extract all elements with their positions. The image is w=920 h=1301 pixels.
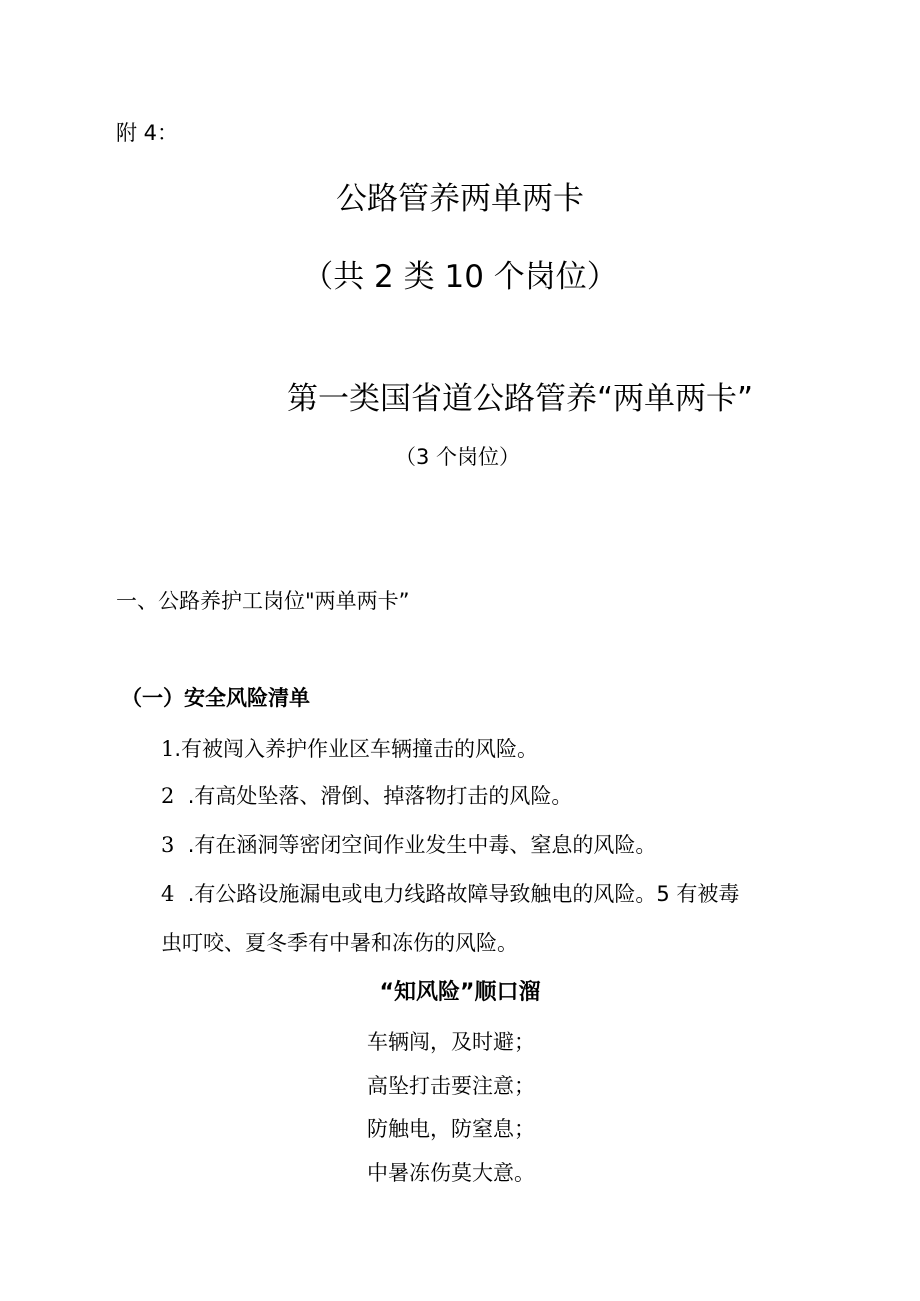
main-subtitle: （共 2 类 10 个岗位） — [302, 259, 618, 295]
risk-item-text: .有高处坠落、滑倒、掉落物打击的风险。 — [174, 784, 573, 808]
risk-item — [161, 878, 739, 908]
main-title: 公路管养两单两卡 — [336, 181, 584, 217]
risk-item-number: 2 — [161, 784, 175, 808]
risk-item-number: 1 — [161, 737, 175, 761]
risk-item — [161, 829, 656, 859]
rhyme-line: 中暑冻伤莫大意。 — [367, 1161, 535, 1185]
rhyme-title: “知风险”顺口溜 — [379, 980, 541, 1005]
rhyme-line: 车辆闯，及时避； — [367, 1030, 535, 1054]
risk-item — [161, 733, 538, 763]
risk-item-number: 4 — [161, 882, 175, 906]
risk-item-text: .有公路设施漏电或电力线路故障导致触电的风险。5 有被毒 — [174, 882, 740, 906]
rhyme-line: 防触电，防窒息； — [367, 1117, 535, 1141]
sub-heading-risk-list: （一）安全风险清单 — [121, 686, 310, 710]
risk-item-text: .有被闯入养护作业区车辆撞击的风险。 — [174, 737, 539, 761]
risk-item-number: 3 — [161, 833, 175, 857]
section-heading: 一、公路养护工岗位"两单两卡” — [116, 589, 410, 613]
risk-item-continuation: 虫叮咬、夏冬季有中暑和冻伤的风险。 — [161, 931, 518, 955]
rhyme-line: 高坠打击要注意； — [367, 1074, 535, 1098]
appendix-label: 附 4： — [116, 121, 179, 145]
risk-item — [161, 780, 572, 810]
category-title: 第一类国省道公路管养“两单两卡” — [287, 381, 754, 417]
risk-item-text: .有在涵洞等密闭空间作业发生中毒、窒息的风险。 — [174, 833, 657, 857]
category-subtitle: （3 个岗位） — [395, 445, 521, 469]
